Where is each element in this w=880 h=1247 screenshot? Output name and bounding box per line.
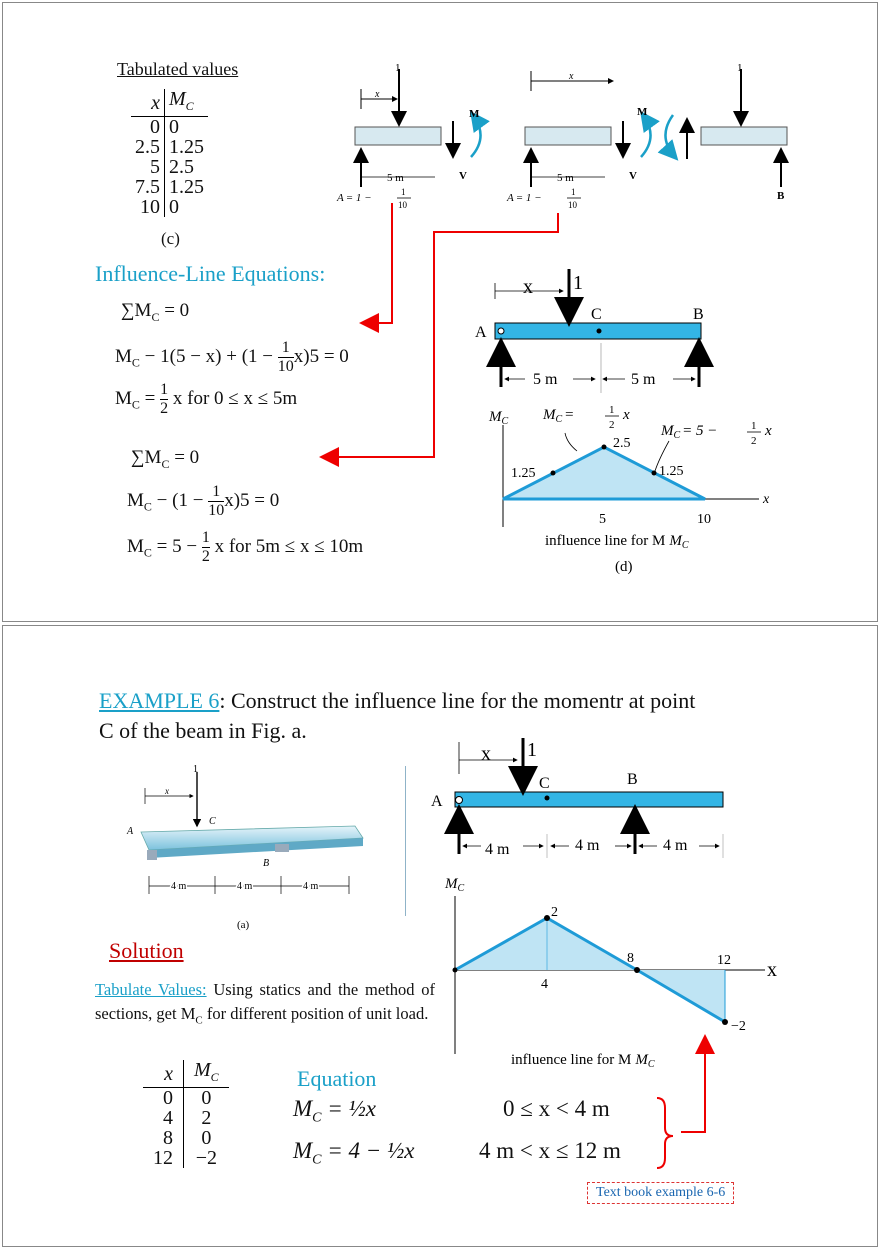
tabulate-values-link[interactable]: Tabulate Values: — [95, 980, 207, 999]
table-cell: 1.25 — [169, 136, 204, 158]
fbd-ay: A = 1 − — [337, 192, 372, 204]
il1-eq-right-d: 2 — [751, 435, 757, 447]
equation-a-range: 0 ≤ x < 4 m — [503, 1096, 610, 1121]
il1-tick-10: 10 — [697, 512, 711, 527]
beam2-b: B — [627, 771, 638, 788]
tabulate-values-paragraph: Tabulate Values: Using statics and the method of sections, get $M_C$ for different position of unit load. — [95, 980, 435, 1027]
beam2-load: 1 — [527, 739, 537, 761]
influence-line-chart-1 — [483, 395, 783, 585]
fbd2-frac-d: 10 — [568, 200, 577, 210]
beam2-c: C — [539, 775, 550, 792]
fbd-mc: M — [469, 108, 480, 120]
tabulated-values-title: Tabulated values — [117, 59, 239, 79]
il2-tick-4: 4 — [541, 977, 548, 992]
photo-dim-2: 4 m — [237, 881, 253, 892]
il1-eq-left-d: 2 — [609, 419, 615, 431]
eq-moment-right: $M_C - (1$ − $\frac{1}{10}$ x)5 = 0 — [127, 483, 280, 519]
il2-caption: influence line for M $M_C$ — [511, 1052, 655, 1070]
figure-a-beam-sketch — [113, 764, 373, 934]
fbd2-vc: V — [629, 170, 637, 182]
equation-b-range: 4 m < x ≤ 12 m — [479, 1138, 621, 1163]
beam1-x: x — [523, 276, 533, 298]
photo-dim-3: 4 m — [303, 881, 319, 892]
beam-diagram-2 — [423, 734, 743, 864]
beam1-dim-1: 5 m — [533, 371, 558, 388]
table-cell: 2.5 — [169, 156, 194, 178]
beam2-dim-2: 4 m — [575, 837, 600, 854]
beam1-dim-2: 5 m — [631, 371, 656, 388]
il1-eq-right-x: x — [765, 423, 772, 439]
il1-axis: $M_C$ — [489, 409, 509, 427]
photo-a: A — [127, 826, 134, 837]
beam-2 — [455, 792, 723, 807]
il2-neg: −2 — [731, 1019, 746, 1034]
il1-fig: (d) — [615, 559, 633, 575]
il1-eq-left-x: x — [623, 407, 630, 423]
col-x: x — [143, 1060, 184, 1088]
table-cell: 0 — [143, 1088, 184, 1109]
example-6-link[interactable]: EXAMPLE 6 — [99, 688, 220, 713]
influence-line-chart-2 — [435, 866, 795, 1076]
table-cell: 10 — [131, 197, 165, 217]
fbd2-mc: M — [637, 106, 648, 118]
il1-tick-5: 5 — [599, 512, 606, 527]
il1-xaxis: x — [763, 492, 770, 507]
eq-sum-moments-2: $\sum M_C = 0$ — [131, 447, 200, 471]
table-cell: 5 — [131, 157, 165, 177]
beam1-a: A — [475, 324, 487, 341]
il2-end: 12 — [717, 953, 731, 968]
table-cell: 2 — [201, 1107, 212, 1129]
fbd-left-segment — [336, 62, 481, 210]
table-cell: 0 — [169, 116, 179, 138]
brace-arrow — [649, 1026, 729, 1172]
beam2-dim-3: 4 m — [663, 837, 688, 854]
table-cell: −2 — [195, 1147, 217, 1169]
example-title-line-1: EXAMPLE 6: Construct the influence line for the momentr at point — [99, 688, 696, 713]
eq-moment-left: $M_C - 1(5 - x) + (1$ − $\frac{1}{10}$ x)5 = 0 — [115, 339, 349, 375]
values-table-2 — [143, 1060, 229, 1168]
equation-label: Equation — [297, 1066, 377, 1091]
photo-x: x — [165, 786, 169, 796]
fbd-x: x — [375, 89, 380, 100]
col-x: x — [131, 89, 165, 117]
fbd-right-segments — [506, 62, 787, 210]
solution-heading: Solution — [109, 938, 184, 963]
slide-1 — [2, 2, 878, 622]
table-cell: 0 — [169, 196, 179, 218]
col-mc: $M_C$ — [184, 1060, 229, 1088]
table-cell: 0 — [201, 1127, 212, 1149]
il1-q2: 1.25 — [659, 464, 684, 479]
il1-peak: 2.5 — [613, 436, 631, 451]
textbook-reference: Text book example 6-6 — [587, 1182, 734, 1204]
fbd-frac-n: 1 — [401, 187, 406, 197]
equation-b: $M_C = 4$ − ½x — [293, 1138, 415, 1168]
il1-eq-right: $M_C = 5$ − — [661, 423, 718, 441]
col-mc: $M_C$ — [165, 89, 209, 117]
fbd2-by: B — [777, 190, 785, 202]
table-cell: 1.25 — [169, 176, 204, 198]
eq-sum-moments-1: $\sum M_C = 0$ — [121, 300, 190, 324]
influence-line-equations-title: Influence-Line Equations: — [95, 261, 326, 286]
fbd-dim: 5 m — [387, 172, 404, 184]
values-table-1 — [131, 89, 208, 217]
table-cell: 2.5 — [131, 137, 165, 157]
photo-dim-1: 4 m — [171, 881, 187, 892]
il1-q1: 1.25 — [511, 466, 536, 481]
fbd2-x: x — [569, 71, 574, 82]
photo-b: B — [263, 858, 270, 869]
table-cell: 7.5 — [131, 177, 165, 197]
eq-moment-right-result: $M_C = 5$ − $\frac{1}{2}$ x for 5m ≤ x ≤ 10m — [127, 529, 364, 565]
table-cell: 8 — [143, 1128, 184, 1148]
beam-diagram-1 — [465, 265, 725, 395]
fbd-vc: V — [459, 170, 467, 182]
beam1-b: B — [693, 306, 704, 323]
slide-2 — [2, 625, 878, 1247]
fbd2-frac-n: 1 — [571, 187, 576, 197]
photo-c: C — [209, 816, 216, 827]
il2-axis: $M_C$ — [445, 876, 465, 894]
fbd-load: 1 — [395, 62, 401, 74]
divider — [405, 766, 406, 916]
beam2-a: A — [431, 793, 443, 810]
table-cell: 4 — [143, 1108, 184, 1128]
eq-moment-left-result: $M_C$ = $\frac{1}{2}$ x for 0 ≤ x ≤ 5m — [115, 381, 298, 417]
example-title-line-2: C of the beam in Fig. a. — [99, 718, 307, 743]
hinge-a — [498, 328, 504, 334]
beam1-load: 1 — [573, 272, 583, 294]
fbd2-dim: 5 m — [557, 172, 574, 184]
beam2-dim-1: 4 m — [485, 841, 510, 858]
il2-zero: 8 — [627, 951, 634, 966]
il1-eq-right-n: 1 — [751, 420, 757, 432]
beam1-c: C — [591, 306, 602, 323]
fbd2-ay: A = 1 − — [507, 192, 542, 204]
fbd-frac-d: 10 — [398, 200, 407, 210]
table-cell: 0 — [131, 117, 165, 138]
photo-load: 1 — [193, 764, 198, 775]
table-cell: 0 — [201, 1087, 212, 1109]
equation-a: $M_C$ = ½x — [293, 1096, 376, 1126]
il1-eq-left: $M_C$ = — [543, 407, 575, 425]
photo-caption: (a) — [237, 919, 250, 931]
il1-caption: influence line for M $M_C$ — [545, 533, 689, 551]
beam2-x: x — [481, 743, 491, 765]
il1-eq-left-n: 1 — [609, 404, 615, 416]
il2-peak: 2 — [551, 905, 558, 920]
fig-c-label: (c) — [161, 229, 180, 248]
il2-xaxis: x — [767, 959, 777, 981]
table-cell: 12 — [143, 1148, 184, 1168]
fbd2-load: 1 — [737, 62, 743, 74]
